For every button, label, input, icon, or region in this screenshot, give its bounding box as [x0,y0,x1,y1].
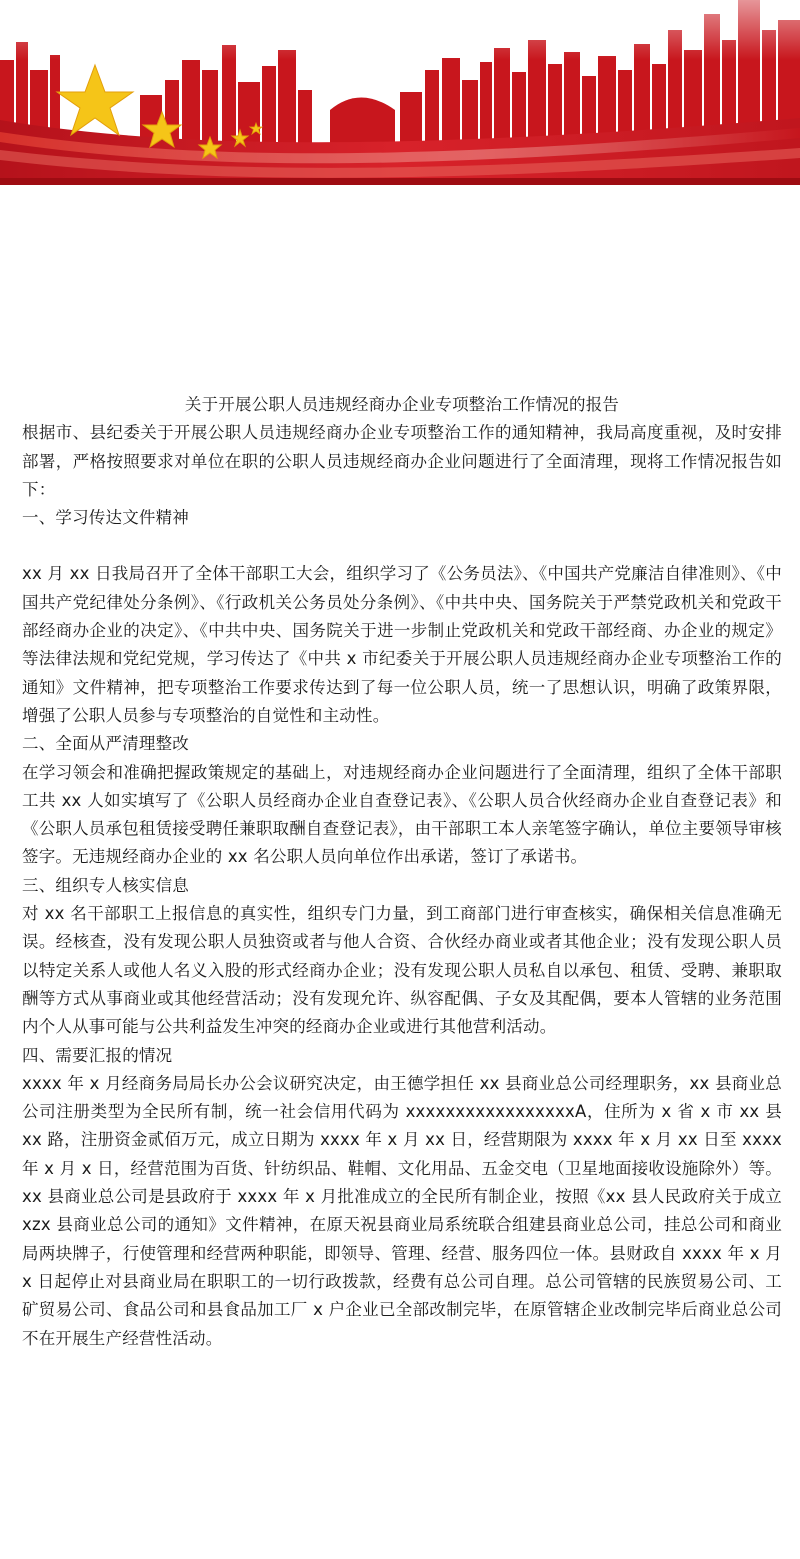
section-heading-4: 四、需要汇报的情况 [22,1045,173,1065]
report-title: 关于开展公职人员违规经商办企业专项整治工作情况的报告 [184,395,620,414]
section-body-4: xxxx 年 x 月经商务局局长办公会议研究决定，由王德学担任 xx 县商业总公司经理职务，xx 县商业总公司注册类型为全民所有制，统一社会信用代码为 xxxxxxxxxxxxxxxxxA，住所为 x 省 x 市 xx 县 xx 路，注册资金贰佰万元，成立日期为 xxxx 年 x 月 xx 日，经营期限为 xxxx 年 x 月 xx 日至 xxxx 年 x 月 x 日，经营范围为百货、针纺织品、鞋帽、文化用品、五金交电（卫星地面接收设施除外）等。xx 县商业总公司是县政府于 xxxx 年 x 月批准成立的全民所有制企业，按照《xx 县人民政府关于成立 xzx 县商业总公司的通知》文件精神，在原天祝县商业局系统联合组建县商业总公司，挂总公司和商业局两块牌子，行使管理和经营两种职能，即领导、管理、经营、服务四位一体。县财政自 xxxx 年 x 月 x 日起停止对县商业局在职职工的一切行政拨款，经费有总公司自理。总公司管辖的民族贸易公司、工矿贸易公司、食品公司和县食品加工厂 x 户企业已全部改制完毕，在原管辖企业改制完毕后商业总公司不在开展生产经营性活动。 [22,1073,782,1348]
section-heading-3: 三、组织专人核实信息 [22,875,189,895]
header-banner [0,0,800,185]
report-document [22,391,782,1353]
report-intro: 根据市、县纪委关于开展公职人员违规经商办企业专项整治工作的通知精神，我局高度重视，及时安排部署，严格按照要求对单位在职的公职人员违规经商办企业问题进行了全面清理，现将工作情况报告如下： [22,423,782,499]
section-body-1: xx 月 xx 日我局召开了全体干部职工大会，组织学习了《公务员法》、《中国共产党廉洁自律准则》、《中国共产党纪律处分条例》、《行政机关公务员处分条例》、《中共中央、国务院关于严禁党政机关和党政干部经商办企业的决定》、《中共中央、国务院关于进一步制止党政机关和党政干部经商、办企业的规定》等法律法规和党纪党规，学习传达了《中共 x 市纪委关于开展公职人员违规经商办企业专项整治工作的通知》文件精神，把专项整治工作要求传达到了每一位公职人员，统一了思想认识，明确了政策界限，增强了公职人员参与专项整治的自觉性和主动性。 [22,564,782,725]
city-skyline-illustration [0,0,800,185]
star-large-icon [57,65,133,135]
spacer [22,532,782,560]
section-body-2: 在学习领会和准确把握政策规定的基础上，对违规经商办企业问题进行了全面清理，组织了全体干部职工共 xx 人如实填写了《公职人员经商办企业自查登记表》、《公职人员合伙经商办企业自查登记表》和《公职人员承包租赁接受聘任兼职取酬自查登记表》，由干部职工本人亲笔签字确认，单位主要领导审核签字。无违规经商办企业的 xx 名公职人员向单位作出承诺，签订了承诺书。 [22,762,782,867]
section-heading-2: 二、全面从严清理整改 [22,734,189,754]
section-body-3: 对 xx 名干部职工上报信息的真实性，组织专门力量，到工商部门进行审查核实，确保相关信息准确无误。经核查，没有发现公职人员独资或者与他人合资、合伙经办商业或者其他企业；没有发现公职人员以特定关系人或他人名义入股的形式经商办企业；没有发现公职人员私自以承包、租赁、受聘、兼职取酬等方式从事商业或其他经营活动；没有发现允许、纵容配偶、子女及其配偶，要本人管辖的业务范围内个人从事可能与公共利益发生冲突的经商办企业或进行其他营利活动。 [22,904,782,1037]
section-heading-1: 一、学习传达文件精神 [22,508,189,528]
